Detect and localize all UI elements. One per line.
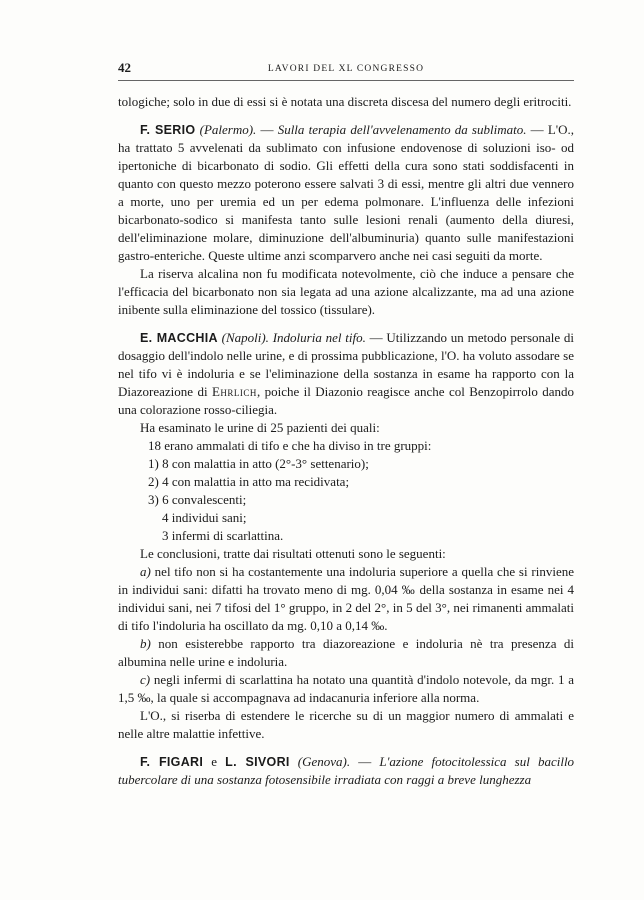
conclusion-a-text: nel tifo non si ha costantemente una indoluria superiore a quella che si rinviene in individui sani: difatti ha trovato meno di mg. 0,04 ‰ della sostanza in esame nei 4 individui sani, nei 7 tifosi del 1° gruppo, in 2 del 2°, in 5 del 3°, nei rimanenti ammalati di tifo l'indoluria ha oscillato da mg. 0,10 a 0,14 ‰.: [118, 564, 574, 633]
figari-author-1: F. FIGARI: [140, 755, 204, 769]
macchia-dash: —: [369, 330, 383, 345]
serio-city: (Palermo).: [199, 122, 257, 137]
macchia-conclusion-b: [118, 635, 574, 671]
macchia-entry: [118, 329, 574, 419]
page-header: [118, 58, 574, 81]
page-number: 42: [118, 60, 131, 75]
serio-dash: —: [260, 122, 274, 137]
conclusion-b-text: non esisterebbe rapporto tra diazoreazione e indoluria nè tra presenza di albumina nelle urine e indoluria.: [118, 636, 574, 669]
macchia-conclusion-a: [118, 563, 574, 635]
macchia-list-item: 1) 8 con malattia in atto (2°-3° settenario);: [148, 456, 369, 471]
serio-author: F. SERIO: [140, 123, 196, 137]
macchia-list-item: 4 individui sani;: [162, 510, 247, 525]
conclusion-b-label: b): [140, 636, 151, 651]
figari-title: L'azione fotocitolessica sul bacillo tubercolare di una sostanza fotosensibile irradiata con raggi a breve lunghezza: [118, 754, 575, 787]
macchia-city: (Napoli).: [221, 330, 269, 345]
running-title: LAVORI DEL XL CONGRESSO: [267, 64, 425, 74]
macchia-author: E. MACCHIA: [140, 331, 218, 345]
serio-title: Sulla terapia dell'avvelenamento da sublimato.: [277, 122, 527, 137]
serio-body: L'O., ha trattato 5 avvelenati da sublimato con infusione endovenose di soluzioni iso- od ipertoniche di bicarbonato di sodio. Gli effetti della cura sono stati soddisfacenti in quanto con questo mezzo poterono essere salvati 3 di essi, mentre gli altri due vennero a morte, uno per uremia ed un per edema polmonare. L'influenza delle infezioni bicarbonato-sodico si manifesta tanto sulle lesioni renali (aumento della diuresi, dell'eliminazione molare, diminuzione dell'albuminuria) quanto sulle manifestazioni gastro-enteriche. Queste ultime anzi scomparvero anche nei casi seguiti da morte.: [118, 122, 575, 263]
macchia-list-item: 3) 6 convalescenti;: [148, 492, 247, 507]
macchia-list-item: 18 erano ammalati di tifo e che ha diviso in tre gruppi:: [148, 438, 432, 453]
figari-city: (Genova).: [297, 754, 351, 769]
figari-author-2: L. SIVORI: [225, 755, 290, 769]
macchia-p4: L'O., si riserba di estendere le ricerche su di un maggior numero di ammalati e nelle altre malattie infettive.: [118, 708, 574, 741]
macchia-list-item: 3 infermi di scarlattina.: [162, 528, 284, 543]
conclusion-a-label: a): [140, 564, 151, 579]
figari-conj: e: [211, 754, 218, 769]
figari-dash: —: [358, 754, 372, 769]
conclusion-c-text: negli infermi di scarlattina ha notato una quantità d'indolo notevole, da mgr. 1 a 1,5 ‰, la quale si accompagnava ad indacanuria inferiore alla norma.: [118, 672, 574, 705]
conclusion-c-label: c): [140, 672, 151, 687]
macchia-p3: Le conclusioni, tratte dai risultati ottenuti sono le seguenti:: [140, 546, 446, 561]
page: [118, 58, 574, 789]
serio-body-2: La riserva alcalina non fu modificata notevolmente, ciò che induce a pensare che l'efficacia del bicarbonato non sia legata ad una azione alcalizzante, ma ad una azione inibente sulla eliminazione del tossico (tissulare).: [118, 266, 574, 317]
macchia-ehrlich: Ehrlich: [211, 384, 257, 399]
macchia-p2: Ha esaminato le urine di 25 pazienti dei quali:: [140, 420, 380, 435]
serio-dash-end: —: [530, 122, 544, 137]
figari-entry: [118, 753, 574, 789]
macchia-body-b: , poiche il Diazonio reagisce anche col Benzopirrolo dando una colorazione rosso-ciliegia.: [118, 384, 574, 417]
serio-entry: [118, 121, 574, 265]
macchia-body-a: Utilizzando un metodo personale di dosaggio dell'indolo nelle urine, e di prossima pubblicazione, l'O. ha voluto assodare se nel tifo vi è indoluria e se l'eliminazione della sostanza in esame ha rapporto con la Diazoreazione di: [118, 330, 575, 399]
macchia-list-item: 2) 4 con malattia in atto ma recidivata;: [148, 474, 350, 489]
macchia-title: Indoluria nel tifo.: [272, 330, 366, 345]
macchia-conclusion-c: [118, 671, 574, 707]
continuation-paragraph: tologiche; solo in due di essi si è notata una discreta discesa del numero degli eritrociti.: [118, 94, 572, 109]
